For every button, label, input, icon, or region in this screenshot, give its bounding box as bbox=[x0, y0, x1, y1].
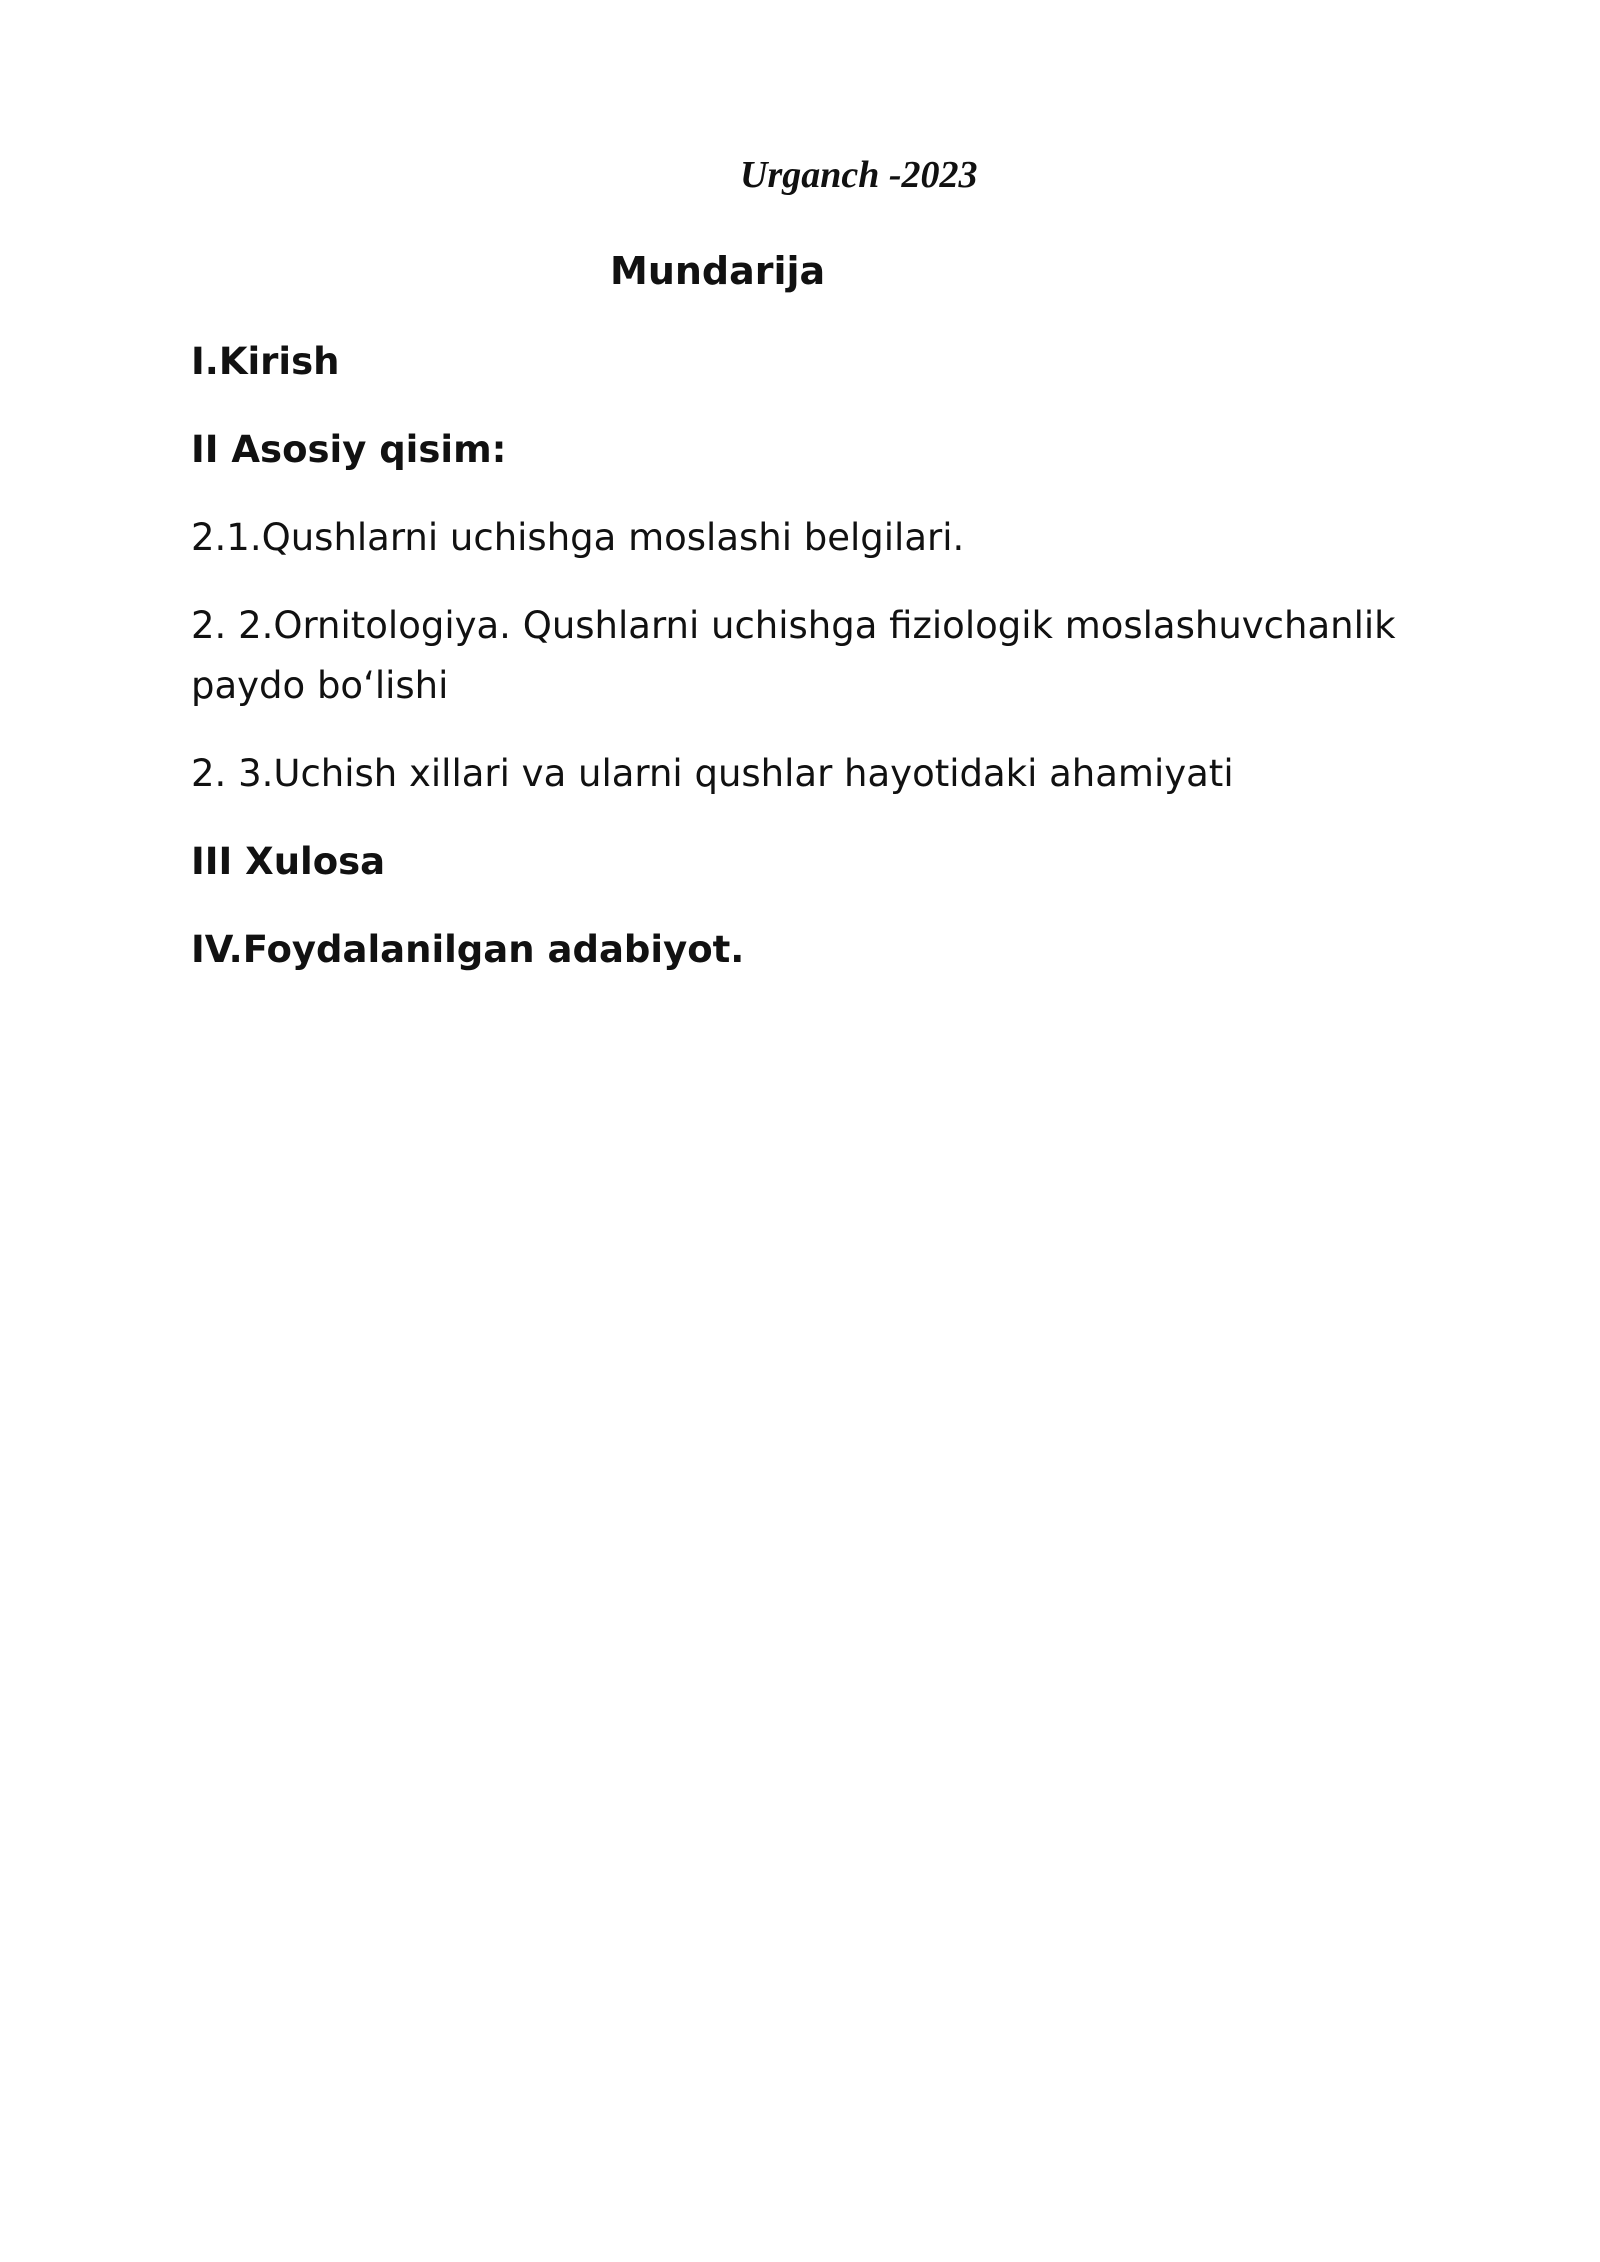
toc-item-kirish: I.Kirish bbox=[191, 340, 340, 383]
toc-item-xulosa: III Xulosa bbox=[191, 840, 386, 883]
toc-item-2-1: 2.1.Qushlarni uchishga moslashi belgilari. bbox=[191, 516, 965, 559]
table-of-contents bbox=[191, 332, 1451, 1008]
city-year: Urganch -2023 bbox=[740, 154, 978, 196]
toc-item-2-3: 2. 3.Uchish xillari va ularni qushlar hayotidaki ahamiyati bbox=[191, 752, 1234, 795]
toc-title: Mundarija bbox=[610, 249, 826, 293]
toc-item-asosiy-qisim: II Asosiy qisim: bbox=[191, 428, 507, 471]
toc-item-2-2: 2. 2.Ornitologiya. Qushlarni uchishga fiziologik moslashuvchanlik paydo bo‘lishi bbox=[191, 604, 1396, 707]
toc-item-adabiyot: IV.Foydalanilgan adabiyot. bbox=[191, 928, 745, 971]
